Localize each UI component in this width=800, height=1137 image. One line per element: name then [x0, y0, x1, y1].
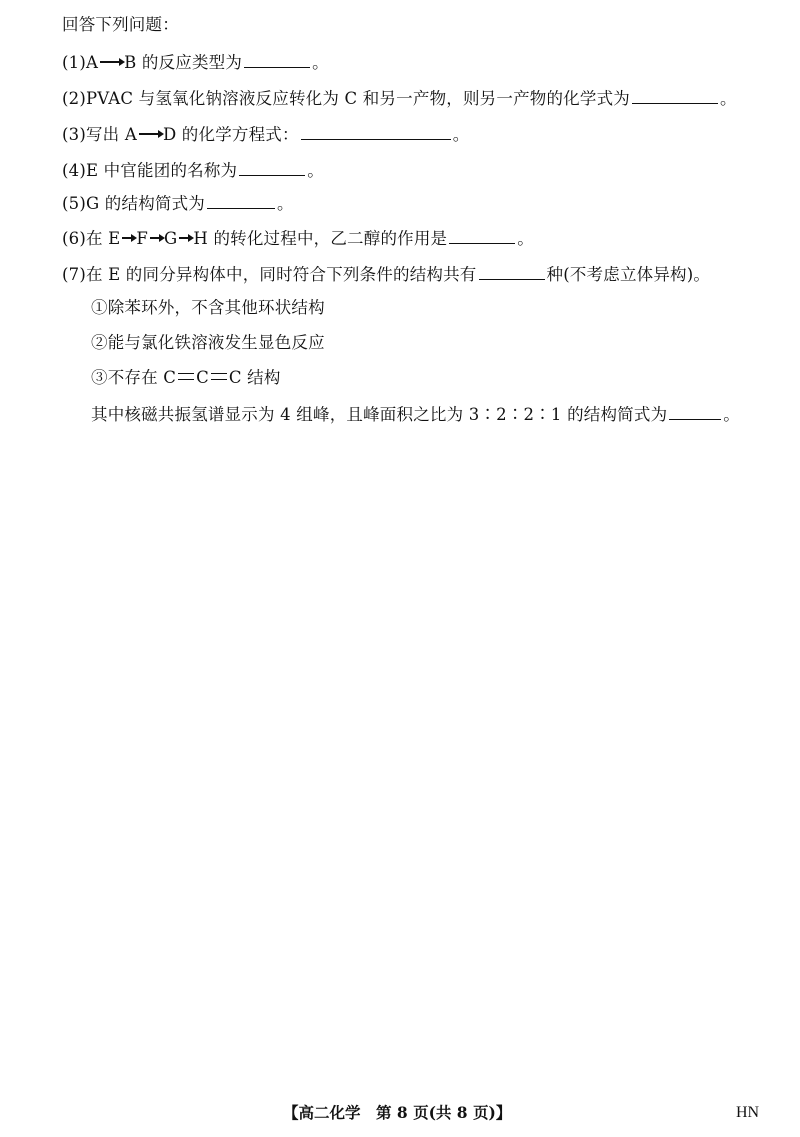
answer-blank-4[interactable] — [239, 159, 305, 176]
region-code: HN — [736, 1104, 760, 1121]
reaction-arrow-icon — [100, 61, 122, 63]
reaction-arrow-icon — [150, 237, 162, 239]
answer-blank-2[interactable] — [632, 87, 718, 104]
q5-text: (5)G 的结构简式为 — [62, 194, 205, 213]
q6-prefix: (6)在 E — [62, 229, 121, 248]
q2-text: (2)PVAC 与氢氧化钠溶液反应转化为 C 和另一产物，则另一产物的化学式为 — [62, 89, 630, 108]
answer-blank-3[interactable] — [301, 123, 451, 140]
cond3-prefix: ③不存在 C — [91, 368, 177, 387]
q3-mid: D 的化学方程式： — [162, 125, 299, 144]
question-2 — [62, 87, 737, 110]
question-7 — [62, 263, 710, 286]
q1-mid: B 的反应类型为 — [124, 53, 243, 72]
answer-blank-7[interactable] — [479, 263, 545, 280]
question-6 — [62, 227, 534, 250]
q7-end: 种(不考虑立体异构)。 — [546, 265, 711, 284]
q1-prefix: (1)A — [62, 53, 99, 72]
q7-text: (7)在 E 的同分异构体中，同时符合下列条件的结构共有 — [62, 265, 477, 284]
answer-blank-5[interactable] — [207, 192, 275, 209]
nmr-text: 其中核磁共振氢谱显示为 4 组峰，且峰面积之比为 3∶2∶2∶1 的结构简式为 — [91, 405, 668, 424]
answer-blank-1[interactable] — [244, 51, 310, 68]
nmr-end: 。 — [723, 405, 740, 424]
question-1 — [62, 51, 329, 74]
q2-end: 。 — [719, 89, 737, 108]
q6-f: F — [136, 229, 149, 248]
reaction-arrow-icon — [122, 237, 134, 239]
condition-2: ②能与氯化铁溶液发生显色反应 — [91, 333, 325, 352]
question-4 — [62, 159, 324, 182]
reaction-arrow-icon — [139, 133, 161, 135]
question-3 — [62, 123, 469, 146]
cond3-mid: C — [196, 368, 209, 387]
answer-blank-6[interactable] — [449, 227, 515, 244]
question-5 — [62, 192, 294, 215]
q3-prefix: (3)写出 A — [62, 125, 137, 144]
q6-h: H 的转化过程中，乙二醇的作用是 — [193, 229, 448, 248]
page-footer: 【高二化学 第 8 页(共 8 页)】 — [283, 1103, 512, 1122]
q3-end: 。 — [452, 125, 470, 144]
double-bond-icon — [211, 373, 227, 380]
q1-end: 。 — [312, 53, 329, 72]
q6-end: 。 — [517, 229, 534, 248]
intro-text: 回答下列问题： — [62, 15, 179, 34]
nmr-question — [91, 403, 740, 426]
q4-text: (4)E 中官能团的名称为 — [62, 161, 238, 180]
answer-blank-8[interactable] — [669, 403, 721, 420]
reaction-arrow-icon — [179, 237, 191, 239]
double-bond-icon — [178, 373, 194, 380]
q4-end: 。 — [307, 161, 324, 180]
cond3-end: C 结构 — [228, 368, 281, 387]
condition-1: ①除苯环外，不含其他环状结构 — [91, 298, 325, 317]
q5-end: 。 — [277, 194, 294, 213]
condition-3 — [91, 367, 281, 389]
q6-g: G — [164, 229, 178, 248]
